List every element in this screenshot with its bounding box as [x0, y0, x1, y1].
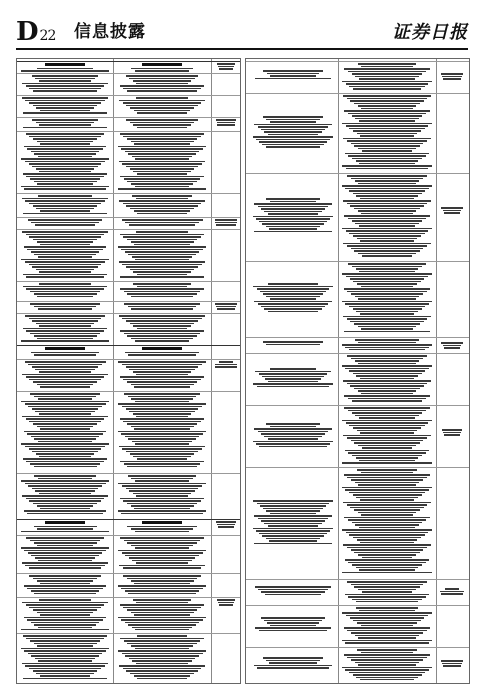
fine-print-text-block	[117, 575, 207, 594]
table-row-divider	[17, 473, 240, 474]
fine-print-text-block	[117, 119, 207, 128]
fine-print-text-block	[117, 521, 207, 532]
fine-print-text-block	[117, 219, 207, 226]
fine-print-text-block	[117, 361, 207, 388]
fine-print-text-block	[252, 341, 334, 348]
fine-print-text-block	[117, 347, 207, 356]
fine-print-text-block	[214, 219, 238, 226]
fine-print-text-block	[117, 63, 207, 72]
table-row-divider	[246, 93, 469, 94]
fine-print-text-block	[20, 195, 110, 214]
fine-print-text-block	[341, 581, 433, 602]
table-row-divider	[246, 647, 469, 648]
page-number-digits: 22	[39, 28, 56, 44]
table-row-divider	[17, 281, 240, 282]
fine-print-text-block	[20, 347, 110, 356]
newspaper-logo: 证券日报	[392, 22, 468, 43]
table-row-divider	[17, 633, 240, 634]
table-row-divider	[17, 535, 240, 536]
table-row-divider	[17, 313, 240, 314]
page-letter: D	[16, 17, 38, 47]
fine-print-text-block	[439, 429, 465, 437]
right-disclosure-table	[245, 58, 470, 684]
fine-print-text-block	[252, 70, 334, 85]
fine-print-text-block	[117, 133, 207, 190]
table-row-divider	[246, 173, 469, 174]
fine-print-text-block	[20, 303, 110, 310]
fine-print-text-block	[20, 521, 110, 532]
fine-print-text-block	[214, 521, 238, 529]
fine-print-text-block	[117, 283, 207, 298]
table-row-divider	[17, 573, 240, 574]
fine-print-text-block	[20, 315, 110, 342]
fine-print-text-block	[117, 315, 207, 342]
fine-print-text-block	[214, 599, 238, 607]
table-row-divider	[17, 131, 240, 132]
table-row-divider	[17, 95, 240, 96]
fine-print-text-block	[439, 207, 465, 215]
fine-print-text-block	[20, 119, 110, 128]
fine-print-text-block	[252, 283, 334, 320]
fine-print-text-block	[117, 97, 207, 114]
fine-print-text-block	[117, 303, 207, 310]
table-row-divider	[17, 193, 240, 194]
fine-print-text-block	[117, 599, 207, 630]
fine-print-text-block	[341, 263, 433, 334]
section-title: 信息披露	[74, 22, 146, 42]
fine-print-text-block	[20, 133, 110, 190]
fine-print-text-block	[214, 119, 238, 127]
table-row-divider	[246, 467, 469, 468]
table-row-divider	[17, 391, 240, 392]
table-row-divider	[17, 519, 240, 520]
table-row-divider	[246, 61, 469, 62]
fine-print-text-block	[252, 657, 334, 674]
fine-print-text-block	[341, 63, 433, 90]
fine-print-text-block	[20, 537, 110, 570]
fine-print-text-block	[214, 303, 238, 310]
masthead	[16, 18, 468, 46]
fine-print-text-block	[20, 75, 110, 92]
table-row-divider	[246, 405, 469, 406]
fine-print-text-block	[341, 407, 433, 464]
fine-print-text-block	[439, 342, 465, 350]
fine-print-text-block	[439, 588, 465, 596]
fine-print-text-block	[214, 361, 238, 369]
fine-print-text-block	[117, 231, 207, 278]
table-row-divider	[246, 353, 469, 354]
table-row-divider	[246, 261, 469, 262]
table-column-divider	[211, 59, 212, 683]
table-column-divider	[338, 59, 339, 683]
fine-print-text-block	[341, 649, 433, 680]
table-row-divider	[246, 337, 469, 338]
fine-print-text-block	[117, 195, 207, 214]
fine-print-text-block	[439, 73, 465, 81]
fine-print-text-block	[20, 361, 110, 388]
table-column-divider	[113, 59, 114, 683]
fine-print-text-block	[341, 339, 433, 350]
fine-print-text-block	[20, 635, 110, 680]
table-row-divider	[17, 73, 240, 74]
table-row-divider	[17, 359, 240, 360]
left-disclosure-table	[16, 58, 241, 684]
fine-print-text-block	[214, 63, 238, 71]
table-row-divider	[17, 301, 240, 302]
table-row-divider	[17, 597, 240, 598]
fine-print-text-block	[252, 500, 334, 555]
fine-print-text-block	[117, 75, 207, 92]
fine-print-text-block	[20, 97, 110, 114]
fine-print-text-block	[252, 116, 334, 155]
fine-print-text-block	[252, 423, 334, 453]
fine-print-text-block	[20, 283, 110, 298]
masthead-rule	[16, 48, 468, 50]
fine-print-text-block	[341, 175, 433, 258]
fine-print-text-block	[439, 660, 465, 668]
fine-print-text-block	[20, 599, 110, 630]
fine-print-text-block	[252, 617, 334, 637]
fine-print-text-block	[252, 198, 334, 241]
table-row-divider	[17, 345, 240, 346]
fine-print-text-block	[252, 586, 334, 598]
fine-print-text-block	[117, 393, 207, 470]
fine-print-text-block	[20, 219, 110, 226]
fine-print-text-block	[20, 231, 110, 278]
fine-print-text-block	[252, 368, 334, 393]
table-row-divider	[17, 61, 240, 62]
table-row-divider	[246, 605, 469, 606]
fine-print-text-block	[341, 95, 433, 170]
fine-print-text-block	[20, 475, 110, 516]
table-row-divider	[17, 229, 240, 230]
table-row-divider	[246, 579, 469, 580]
table-column-divider	[436, 59, 437, 683]
fine-print-text-block	[20, 575, 110, 594]
fine-print-text-block	[117, 537, 207, 570]
table-row-divider	[17, 217, 240, 218]
fine-print-text-block	[20, 63, 110, 72]
fine-print-text-block	[341, 355, 433, 402]
fine-print-text-block	[20, 393, 110, 470]
page-number	[16, 18, 55, 50]
fine-print-text-block	[117, 635, 207, 680]
fine-print-text-block	[117, 475, 207, 516]
table-row-divider	[17, 117, 240, 118]
fine-print-text-block	[341, 607, 433, 644]
fine-print-text-block	[341, 469, 433, 576]
